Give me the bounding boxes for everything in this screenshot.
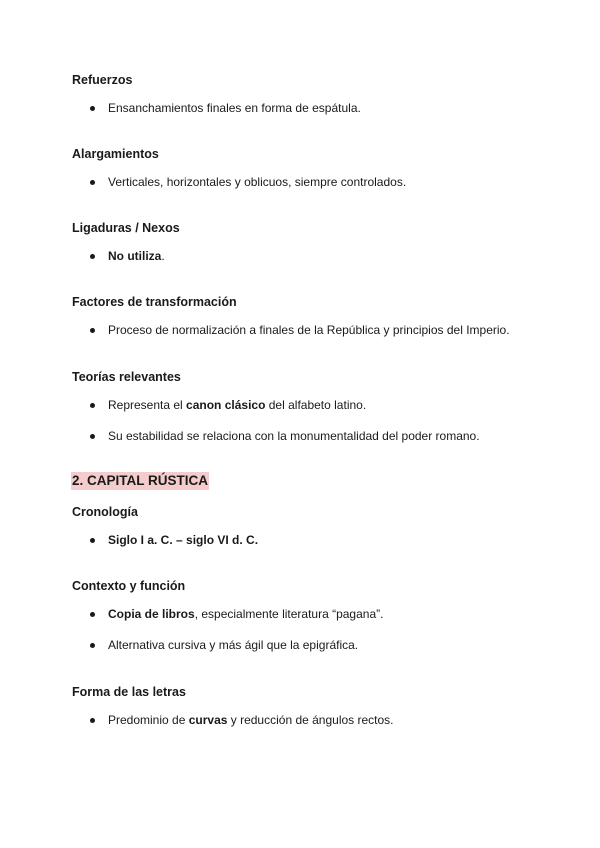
heading-teorias: Teorías relevantes — [72, 370, 181, 384]
list-item: Ensanchamientos finales en forma de espátula. — [108, 101, 361, 115]
text: Representa el — [108, 398, 187, 412]
list-item — [108, 532, 258, 548]
heading-contexto: Contexto y función — [72, 579, 186, 593]
list-item — [108, 712, 394, 728]
heading-factores: Factores de transformación — [72, 295, 237, 309]
list-item — [108, 248, 165, 264]
heading-cronologia: Cronología — [72, 505, 138, 519]
heading-refuerzos: Refuerzos — [72, 73, 133, 87]
bold-text: canon clásico — [186, 398, 266, 412]
text: y reducción de ángulos rectos. — [227, 713, 394, 727]
section-title-capital-rustica: 2. CAPITAL RÚSTICA — [72, 473, 209, 488]
text: del alfabeto latino. — [265, 398, 367, 412]
list-item: Proceso de normalización a finales de la República y principios del Imperio. — [108, 323, 510, 337]
heading-ligaduras: Ligaduras / Nexos — [72, 221, 180, 235]
bold-text: Siglo I a. C. – siglo VI d. C. — [108, 533, 259, 547]
bold-text: No utiliza — [108, 249, 162, 263]
list-item — [108, 606, 383, 622]
list-item: Alternativa cursiva y más ágil que la epigráfica. — [108, 638, 359, 652]
list-item: Su estabilidad se relaciona con la monumentalidad del poder romano. — [108, 429, 480, 443]
bold-text: curvas — [188, 713, 228, 727]
bold-text: Copia de libros — [108, 607, 195, 621]
heading-alargamientos: Alargamientos — [72, 147, 159, 161]
text: , especialmente literatura “pagana”. — [194, 607, 384, 621]
list-item — [108, 397, 366, 413]
list-item: Verticales, horizontales y oblicuos, siempre controlados. — [108, 175, 407, 189]
text: . — [161, 249, 165, 263]
heading-forma: Forma de las letras — [72, 685, 186, 699]
text: Predominio de — [108, 713, 189, 727]
